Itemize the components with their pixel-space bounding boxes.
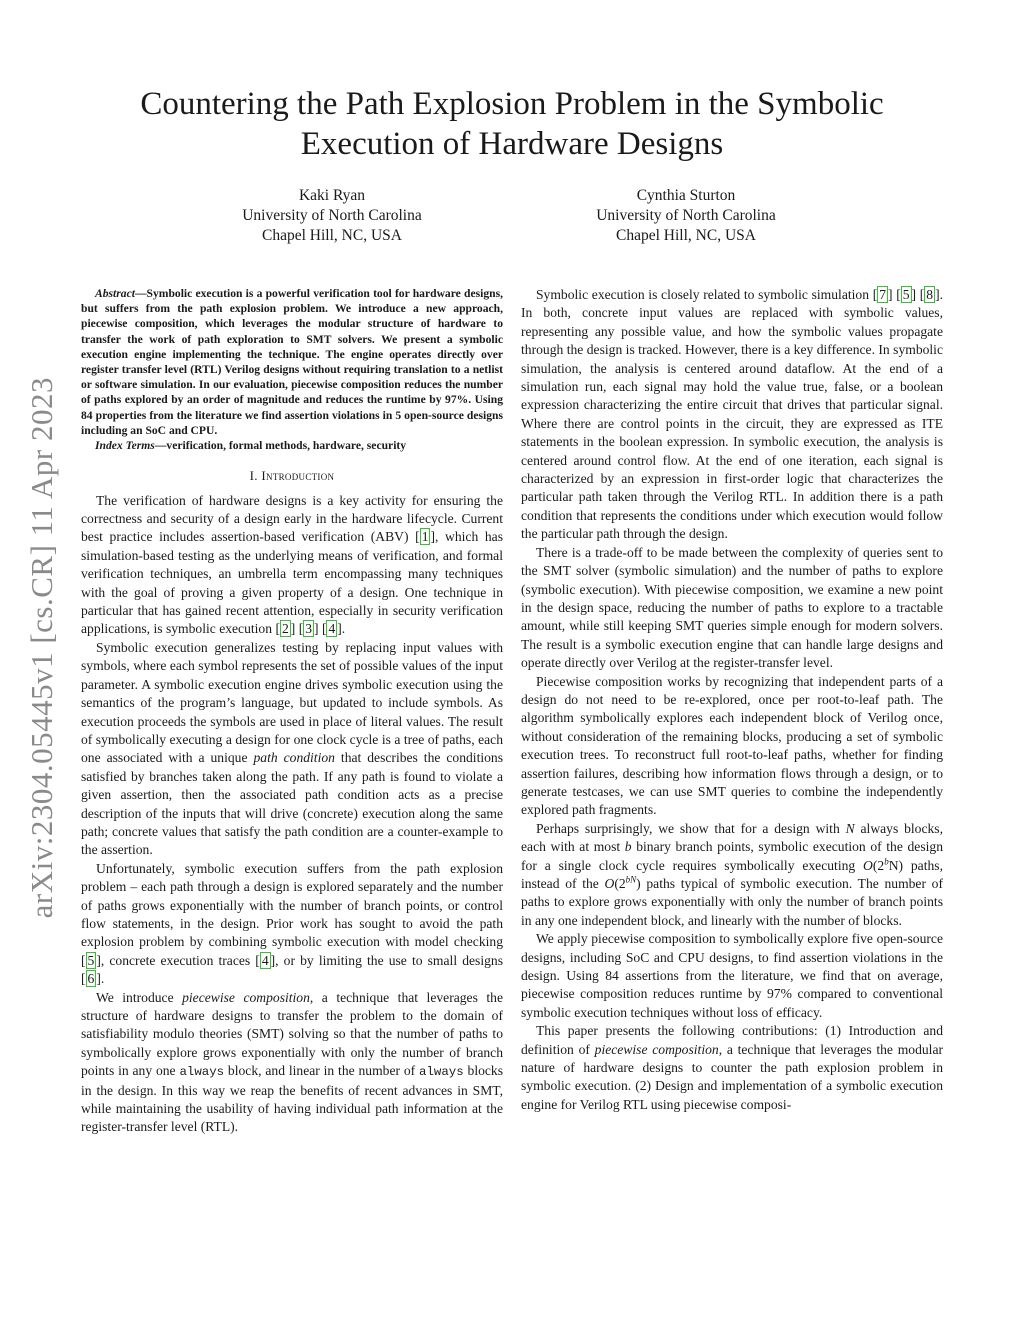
citation-link[interactable]: 2 [281, 621, 289, 637]
paragraph [81, 639, 503, 860]
paragraph: We apply piecewise composition to symbolically explore five open-source designs, including SoC and CPU designs, to find assertion violations in the design. Using 84 assertions from the literature, we find that on average, piecewise composition reduces runtime by 97% compared to conventional symbolic execution techniques without loss of efficacy. [521, 931, 943, 1020]
text-run: paths, instead of the [521, 857, 943, 891]
math-text: ) [636, 876, 641, 891]
text-run: Unfortunately, symbolic execution suffers from the path explosion problem – each path through a design is explored separately and the number of paths grows exponentially with the number of branch points, or control flow statements, in the design. Prior work has sought to avoid the path explosion problem by combining symbolic execution with model checking [81, 860, 503, 950]
text-run: , which has simulation-based testing as the underlying means of verification, and formal verification techniques, an umbrella term encompassing many techniques with the goal of proving a given property of a design. One technique in particular that has gained recent attention, especially in security verification applications, is symbolic execution [81, 529, 503, 637]
right-column [521, 286, 943, 1114]
text-run: Perhaps surprisingly, we show that for a design with [536, 820, 846, 836]
text-run: always blocks, each with at most [521, 820, 943, 855]
text-run: blocks in the design. In this way we reap the benefits of recent advances in SMT, while maintaining the usability of having individual path information at the register-transfer level (RTL). [81, 1063, 504, 1135]
citation-link[interactable]: 7 [879, 287, 887, 302]
citation-link[interactable]: 1 [421, 529, 429, 545]
math-variable: O [863, 857, 873, 873]
text-run: , concrete execution traces [100, 952, 256, 968]
text-run: Symbolic execution is closely related to symbolic simulation [536, 287, 873, 302]
title-line-2: Execution of Hardware Designs [300, 126, 724, 162]
text-run: . In both, concrete input values are replaced with symbolic values, representing any possible value, and how the symbolic values propagate through the design is tracked. However, there is a key difference. In symbolic simulation, the analysis is centered around dataflow. At the end of a simulation run, each signal may hold the value true, false, or a boolean expression characterizing the entire circuit that drives that particular signal. Where there are control points in the circuit, they are expressed as ITE statements in the boolean expression. In symbolic execution, the analysis is centered around control flow. At the end of one iteration, each signal is characterized by an expression in first-order logic that characterizes the particular path taken through the Verilog RTL. In addition there is a path condition that represents the conditions under which execution would follow the particular path through the design. [521, 287, 944, 542]
paragraph [521, 1022, 943, 1114]
code-keyword: always [419, 1065, 464, 1080]
citation-link[interactable]: 6 [87, 971, 95, 987]
paragraph: Symbolic execution is closely related to symbolic simulation [ 7 ] [ 5 ] [ 8 ]. In both, concrete input values are replaced with symbolic values, representing any possible value, and how the symbolic values propagate through the design is tracked. However, there is a key difference. In symbolic simulation, the analysis is centered around dataflow. At the end of a simulation run, each signal may hold the value true, false, or a boolean expression characterizing the entire circuit that drives that particular signal. Where there are control points in the circuit, they are expressed as ITE statements in the boolean expression. In symbolic execution, the analysis is centered around control flow. At the end of one iteration, each signal is characterized by an expression in first-order logic that characterizes the particular path taken through the Verilog RTL. In addition there is a path condition that represents the conditions under which execution would follow the particular path through the design. [521, 287, 944, 542]
text-run: that describes the conditions satisfied by branches taken along the path. If any path is found to violate a given assertion, then the associated path condition acts as a precise description of the inputs that will drive (concrete) execution along the same path; concrete values that satisfy the path condition are a counter-example to the assertion. [81, 750, 504, 858]
index-terms-label: Index Terms [95, 439, 155, 453]
text-run: . [341, 621, 346, 637]
author-block [182, 186, 482, 246]
section-heading [81, 467, 503, 485]
author-affiliation: University of North Carolina [242, 207, 422, 224]
math-text: (2 [614, 876, 626, 891]
paper-title [100, 84, 924, 164]
text-run: , a technique that leverages the structure of hardware designs to transfer the problem to the domain of satisfiability modulo theories (SMT) solving so that the number of paths to symbolically explore grows exponentially with only the number of branch points in any one [81, 989, 503, 1079]
author-name: Cynthia Sturton [636, 187, 736, 204]
text-run: , a technique that leverages the modular nature of hardware designs to counter the path explosion problem in symbolic execution. (2) Design and implementation of a symbolic execution engine for Verilog RTL using piecewise composi- [521, 1041, 944, 1112]
author-affiliation: University of North Carolina [596, 207, 776, 224]
text-run: This paper presents the following contributions: (1) Introduction and definition of [521, 1023, 943, 1057]
text-run: block, and linear in the number of [224, 1063, 420, 1079]
math-variable: N [845, 820, 855, 836]
paragraph: Piecewise composition works by recognizing that independent parts of a design do not need to be re-explored, once per root-to-leaf path. The algorithm symbolically explores each independent block of Verilog once, without consideration of the remaining blocks, producing a set of symbolic execution trees. To reconstruct full root-to-leaf paths, whether for finding assertion failures, describing how information flows through a design, or to generate testcases, we can use SMT queries to combine the independently explored path fragments. [521, 673, 943, 818]
abstract-label: Abstract [95, 287, 135, 300]
text-run: binary branch points, symbolic execution of the design for a single clock cycle requires symbolically executing [521, 839, 943, 873]
code-keyword: always [179, 1065, 225, 1080]
citation-link[interactable]: 3 [305, 621, 313, 637]
abstract [81, 286, 503, 438]
citation-link[interactable]: 5 [87, 952, 95, 968]
emphasis: piecewise composition [182, 989, 310, 1005]
paragraph: There is a trade-off to be made between the complexity of queries sent to the SMT solver (symbolic simulation) and the number of paths to explore (symbolic execution). With piecewise composition, we examine a new point in the design space, reducing the number of paths to explore to a tractable amount, while still keeping SMT queries simple enough for modern solvers. The result is a symbolic execution engine that can handle large designs and operate directly over Verilog at the register-transfer level. [521, 544, 943, 671]
math-exponent: b [884, 856, 889, 867]
title-line-1: Countering the Path Explosion Problem in the Symbolic [140, 86, 884, 122]
math-text: (2 [872, 857, 885, 873]
math-variable: O [604, 876, 615, 891]
abstract-text: —Symbolic execution is a powerful verification tool for hardware designs, but suffers from the path explosion problem. We introduce a new approach, piecewise composition, which leverages the modular structure of hardware to transfer the work of path exploration to SMT solvers. We present a symbolic execution engine implementing the technique. The engine operates directly over register transfer level (RTL) Verilog designs without requiring translation to a netlist or software simulation. In our evaluation, piecewise composition reduces the number of paths explored by an order of magnitude and reduces the runtime by 97%. Using 84 properties from the literature we find assertion violations in 5 open-source designs including an SoC and CPU. [81, 287, 503, 437]
text-run: The verification of hardware designs is a key activity for ensuring the correctness and security of a design early in the hardware lifecycle. Current best practice includes assertion-based verification (ABV) [81, 492, 503, 545]
paragraph [81, 989, 503, 1137]
arxiv-stamp [12, 348, 72, 948]
section-title: Introduction [261, 468, 335, 484]
citation-link[interactable]: 8 [926, 287, 934, 302]
citation-link[interactable]: 4 [261, 952, 269, 968]
emphasis: piecewise composition [594, 1041, 719, 1057]
citation-link[interactable]: 5 [902, 287, 910, 302]
author-location: Chapel Hill, NC, USA [262, 227, 402, 244]
text-run: paths typical of symbolic execution. The number of paths to explore grows exponentially with only the number of branch points in any one independent block, and linearly with the number of blocks. [521, 876, 944, 928]
section-number: I. [249, 468, 258, 484]
index-terms [81, 438, 503, 453]
text-run: We introduce [96, 989, 183, 1005]
math-text: N) [888, 857, 904, 873]
text-run: , or by limiting the use to small designs [275, 952, 503, 968]
author-block [536, 186, 836, 246]
author-location: Chapel Hill, NC, USA [616, 227, 756, 244]
text-run: Symbolic execution generalizes testing by replacing input values with symbols, where each symbol represents the set of possible values of the input parameter. A symbolic execution engine drives symbolic execution using the semantics of the program’s language, but updated to include symbols. As execution proceeds the symbols are used in place of literal values. The result of symbolically executing a design for one clock cycle is a tree of paths, each one associated with a unique [81, 639, 503, 766]
emphasis: path condition [253, 750, 335, 766]
citation-link[interactable]: 4 [328, 621, 336, 637]
left-column [81, 286, 503, 1137]
author-name: Kaki Ryan [298, 187, 366, 204]
paragraph: The verification of hardware designs is a key activity for ensuring the correctness and security of a design early in the hardware lifecycle. Current best practice includes assertion-based verification (ABV) [ 1 ], which has simulation-based testing as the underlying means of verification, and formal verification techniques, an umbrella term encompassing many techniques with the goal of proving a given property of a design. One technique in particular that has gained recent attention, especially in security verification applications, is symbolic execution [ 2 ] [ 3 ] [ 4 ]. [81, 492, 503, 637]
index-terms-text: —verification, formal methods, hardware, security [154, 439, 407, 453]
math-exponent: bN [625, 874, 637, 885]
arxiv-identifier[interactable]: arXiv:2304.05445v1 [cs.CR] 11 Apr 2023 [24, 377, 59, 919]
math-variable: b [624, 839, 632, 855]
paragraph: Unfortunately, symbolic execution suffers from the path explosion problem – each path through a design is explored separately and the number of paths grows exponentially with the number of branch points, or control flow statements, in the design. Prior work has sought to avoid the path explosion problem by combining symbolic execution with model checking [ 5 ], concrete execution traces [ 4 ], or by limiting the use to small designs [ 6 ]. [81, 860, 503, 987]
text-run: . [100, 971, 105, 987]
paragraph [521, 820, 943, 930]
